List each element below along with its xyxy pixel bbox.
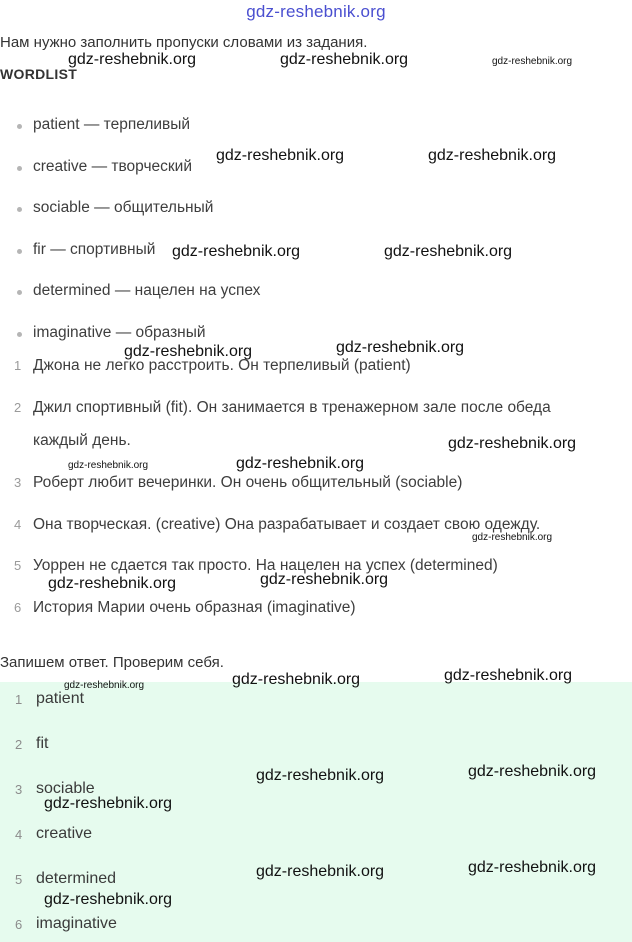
watermark: gdz-reshebnik.org xyxy=(468,763,597,780)
watermark: gdz-reshebnik.org xyxy=(68,460,149,471)
wordlist-item xyxy=(0,108,260,150)
wordlist-item-text: creative — творческий xyxy=(33,157,192,175)
sentence-number: 3 xyxy=(14,475,22,490)
wordlist-item-text: fir — спортивный xyxy=(33,240,156,258)
header-watermark: gdz-reshebnik.org xyxy=(246,2,386,21)
watermark: gdz-reshebnik.org xyxy=(68,51,197,68)
watermark: gdz-reshebnik.org xyxy=(472,532,553,543)
sentence-text: Роберт любит вечеринки. Он очень общительный (sociable) xyxy=(33,474,463,491)
answer-word: creative xyxy=(36,825,93,842)
sentence-text: Она творческая. (creative) Она разрабатывает и создает свою одежду. xyxy=(33,516,541,533)
wordlist-title: WORDLIST xyxy=(0,66,78,82)
intro-text: Нам нужно заполнить пропуски словами из задания. xyxy=(0,34,368,51)
sentence-text: История Марии очень образная (imaginative) xyxy=(33,599,356,616)
watermark: gdz-reshebnik.org xyxy=(336,339,465,356)
bullet-icon xyxy=(17,290,22,295)
watermark: gdz-reshebnik.org xyxy=(44,891,173,908)
watermark: gdz-reshebnik.org xyxy=(64,680,145,691)
watermark: gdz-reshebnik.org xyxy=(256,863,385,880)
watermark: gdz-reshebnik.org xyxy=(256,767,385,784)
watermark: gdz-reshebnik.org xyxy=(260,571,389,588)
watermark: gdz-reshebnik.org xyxy=(236,455,365,472)
watermark: gdz-reshebnik.org xyxy=(232,671,361,688)
watermark: gdz-reshebnik.org xyxy=(444,667,573,684)
watermark: gdz-reshebnik.org xyxy=(448,435,577,452)
answer-number: 5 xyxy=(15,872,23,887)
answer-number: 1 xyxy=(15,692,23,707)
wordlist-item xyxy=(0,191,260,233)
bullet-icon xyxy=(17,166,22,171)
sentence-number: 5 xyxy=(14,558,22,573)
sentence-number: 4 xyxy=(14,517,22,532)
watermark: gdz-reshebnik.org xyxy=(428,147,557,164)
bullet-icon xyxy=(17,124,22,129)
answer-word: sociable xyxy=(36,780,95,797)
wordlist-item-text: imaginative — образный xyxy=(33,323,206,341)
watermark: gdz-reshebnik.org xyxy=(384,243,513,260)
sentence-number: 1 xyxy=(14,358,22,373)
bullet-icon xyxy=(17,332,22,337)
wordlist-item xyxy=(0,274,260,316)
sentence-number: 6 xyxy=(14,600,22,615)
watermark: gdz-reshebnik.org xyxy=(124,343,253,360)
sentence-text: Джил спортивный (fit). Он занимается в тренажерном зале после обеда xyxy=(33,399,551,416)
wordlist xyxy=(0,108,260,358)
wordlist-item-text: sociable — общительный xyxy=(33,199,214,217)
watermark: gdz-reshebnik.org xyxy=(468,859,597,876)
sentence-text: Джона не легко расстроить. Он терпеливый (patient) xyxy=(33,357,411,374)
sentence-number: 2 xyxy=(14,400,22,415)
answer-number: 3 xyxy=(15,782,23,797)
answer-word: patient xyxy=(36,690,85,707)
check-label: Запишем ответ. Проверим себя. xyxy=(0,654,224,671)
wordlist-item-text: patient — терпеливый xyxy=(33,116,191,133)
watermark: gdz-reshebnik.org xyxy=(280,51,409,68)
watermark: gdz-reshebnik.org xyxy=(216,147,345,164)
answer-word: determined xyxy=(36,870,117,887)
watermark: gdz-reshebnik.org xyxy=(48,575,177,592)
answer-word: imaginative xyxy=(36,915,117,932)
answer-number: 2 xyxy=(15,737,23,752)
answer-number: 4 xyxy=(15,827,23,842)
watermark: gdz-reshebnik.org xyxy=(44,795,173,812)
bullet-icon xyxy=(17,207,22,212)
sentence-text-continued: каждый день. xyxy=(33,432,131,449)
sentence-text: Уоррен не сдается так просто. На нацелен на успех (determined) xyxy=(33,557,498,574)
wordlist-item-text: determined — нацелен на успех xyxy=(33,282,261,300)
watermark: gdz-reshebnik.org xyxy=(492,56,573,67)
answer-word: fit xyxy=(36,735,49,752)
bullet-icon xyxy=(17,249,22,254)
watermark: gdz-reshebnik.org xyxy=(172,243,301,260)
answer-number: 6 xyxy=(15,917,23,932)
